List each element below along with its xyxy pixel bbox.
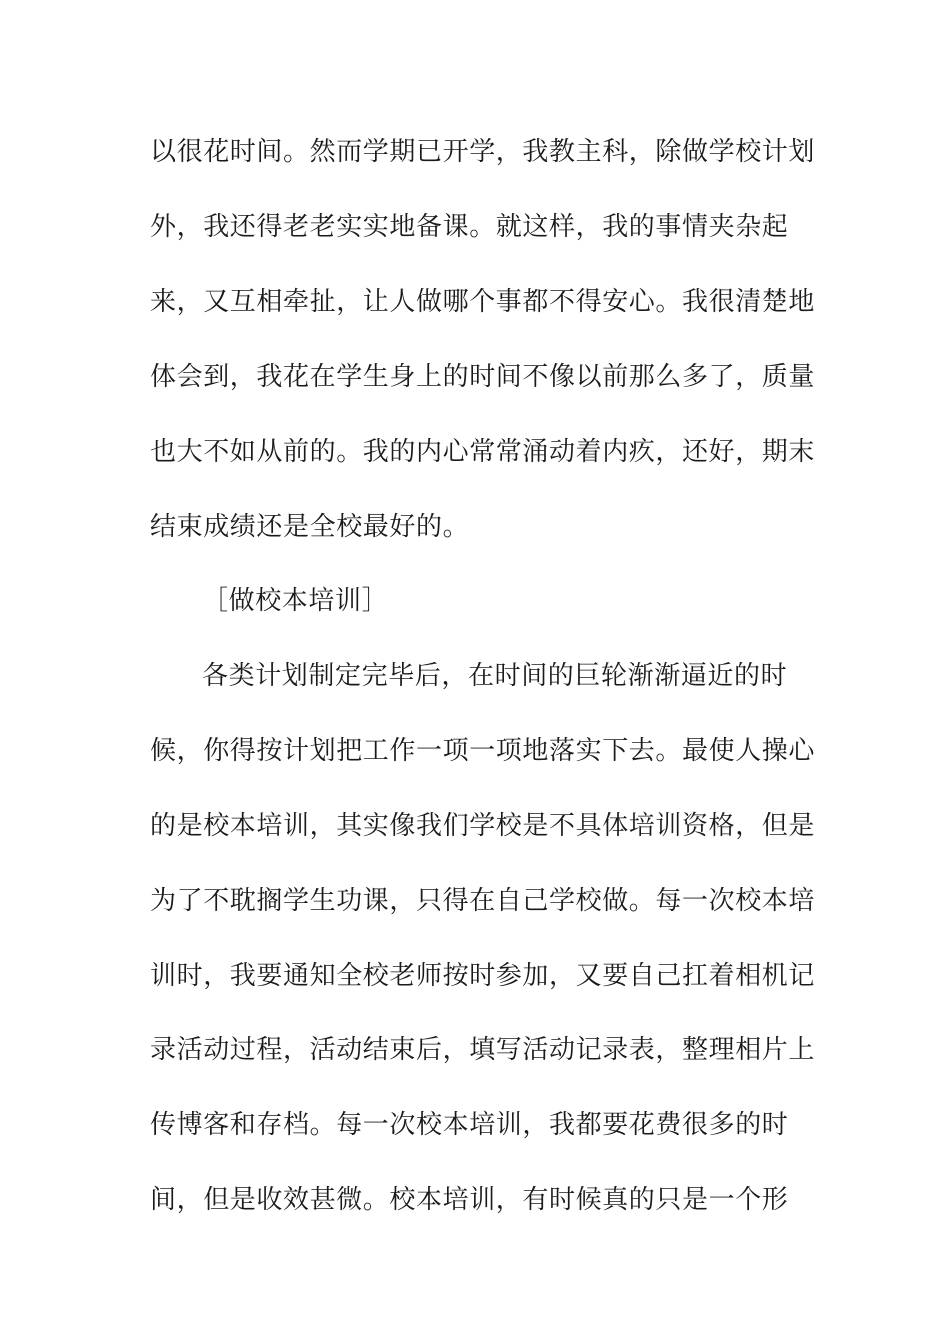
text-line: 候，你得按计划把工作一项一项地落实下去。最使人操心 xyxy=(150,736,816,766)
text-line: 各类计划制定完毕后，在时间的巨轮渐渐逼近的时 xyxy=(202,661,788,691)
text-line: 录活动过程，活动结束后，填写活动记录表，整理相片上 xyxy=(150,1035,816,1065)
text-line: 的是校本培训，其实像我们学校是不具体培训资格，但是 xyxy=(150,811,816,841)
text-line: 外，我还得老老实实地备课。就这样，我的事情夹杂起 xyxy=(150,212,789,242)
text-line: 来，又互相牵扯，让人做哪个事都不得安心。我很清楚地 xyxy=(150,287,816,317)
text-line: 以很花时间。然而学期已开学，我教主科，除做学校计划 xyxy=(150,137,816,167)
text-line: 训时，我要通知全校老师按时参加，又要自己扛着相机记 xyxy=(150,961,816,991)
text-line: 间，但是收效甚微。校本培训，有时候真的只是一个形 xyxy=(150,1185,789,1215)
text-line: 结束成绩还是全校最好的。 xyxy=(150,512,470,542)
text-line: 为了不耽搁学生功课，只得在自己学校做。每一次校本培 xyxy=(150,886,816,916)
text-line: 也大不如从前的。我的内心常常涌动着内疚，还好，期末 xyxy=(150,437,816,467)
text-line: 传博客和存档。每一次校本培训，我都要花费很多的时 xyxy=(150,1110,789,1140)
text-line: 体会到，我花在学生身上的时间不像以前那么多了，质量 xyxy=(150,362,816,392)
section-heading: ［做校本培训］ xyxy=(202,586,389,616)
